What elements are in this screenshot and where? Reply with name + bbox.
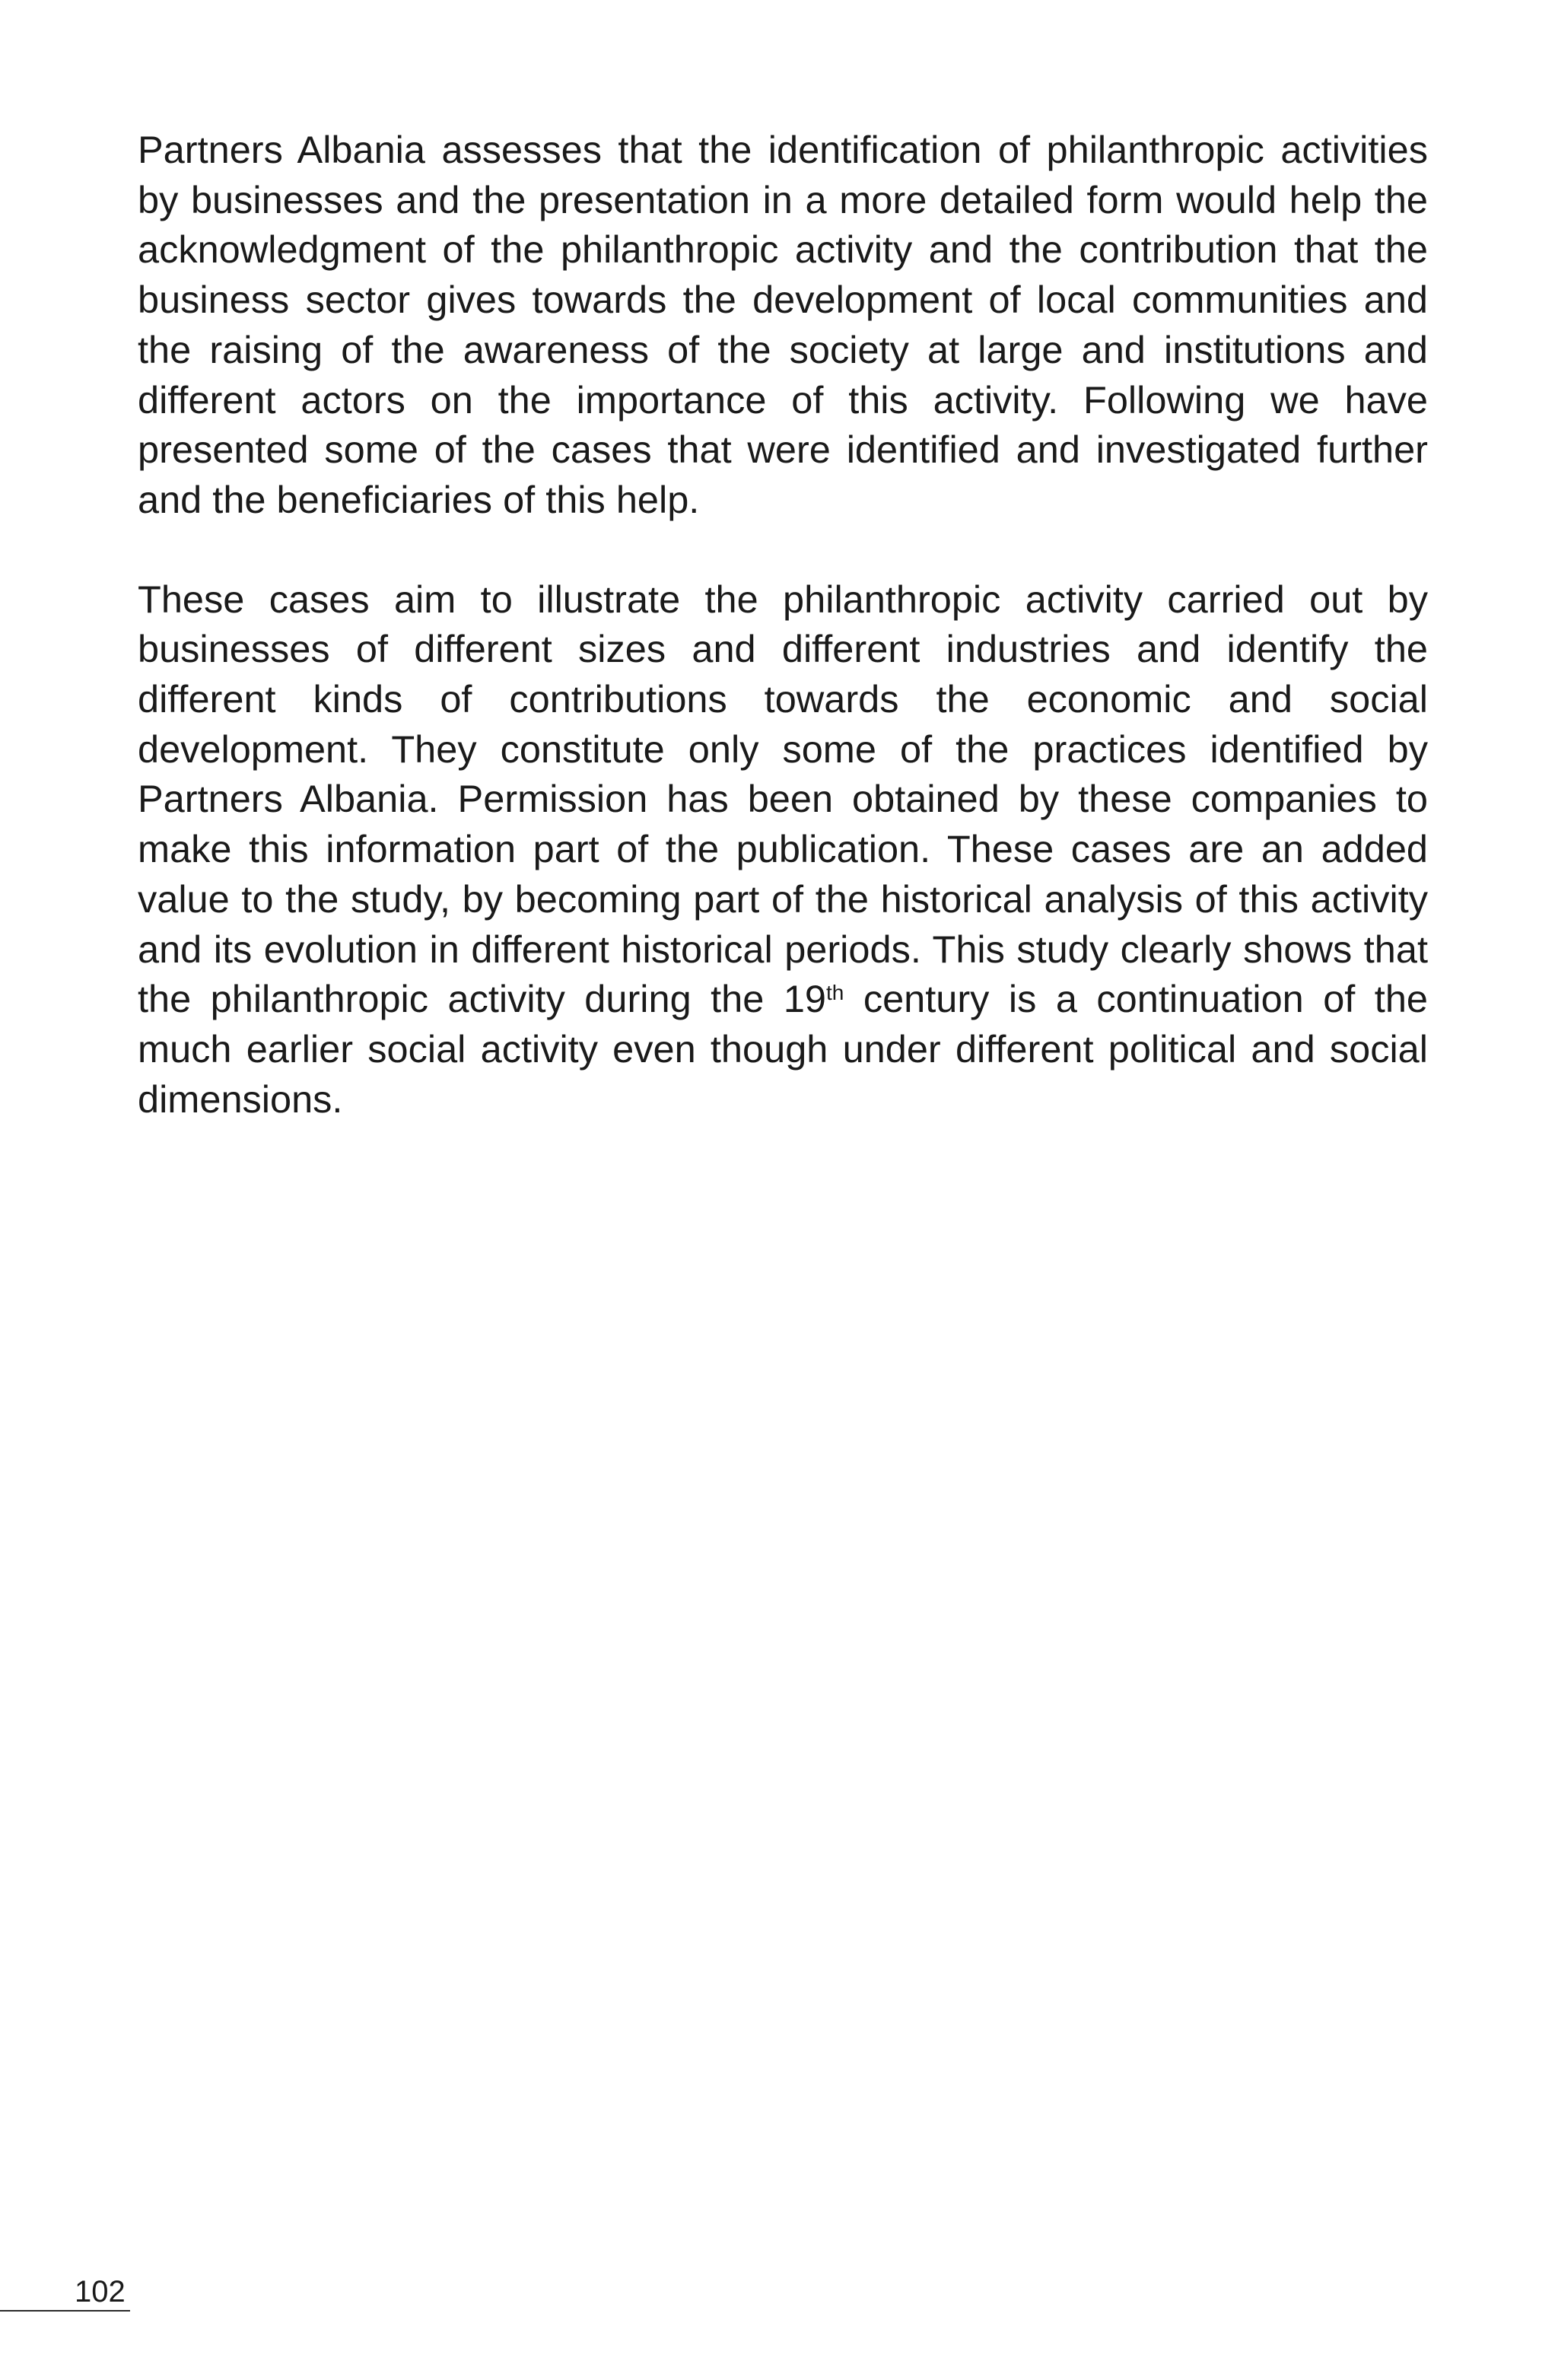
paragraph-2 <box>138 574 1428 1125</box>
body-text <box>138 125 1428 1124</box>
ordinal-superscript: th <box>826 981 844 1005</box>
page-number: 102 <box>75 2275 126 2308</box>
paragraph-1: Partners Albania assesses that the identification of philanthropic activities by businesses and the presentation in a more detailed form would help the acknowledgment of the philanthropic activity and the contribution that the business sector gives towards the development of local communities and the raising of the awareness of the society at large and institutions and different actors on the importance of this activity. Following we have presented some of the cases that were identified and investigated further and the beneficiaries of this help. <box>138 128 1428 521</box>
footer-rule <box>0 2310 130 2312</box>
paragraph-2-text-after-superscript: century is a continuation of the much earlier social activity even though under different political and social dimensions. <box>138 977 1428 1121</box>
paragraph-2-text-before-superscript: These cases aim to illustrate the philanthropic activity carried out by businesses of different sizes and different industries and identify the different kinds of contributions towards the economic and social development. They constitute only some of the practices identified by Partners Albania. Permission has been obtained by these companies to make this information part of the publication. These cases are an added value to the study, by becoming part of the historical analysis of this activity and its evolution in different historical periods. This study clearly shows that the philanthropic activity during the 19 <box>138 577 1428 1021</box>
